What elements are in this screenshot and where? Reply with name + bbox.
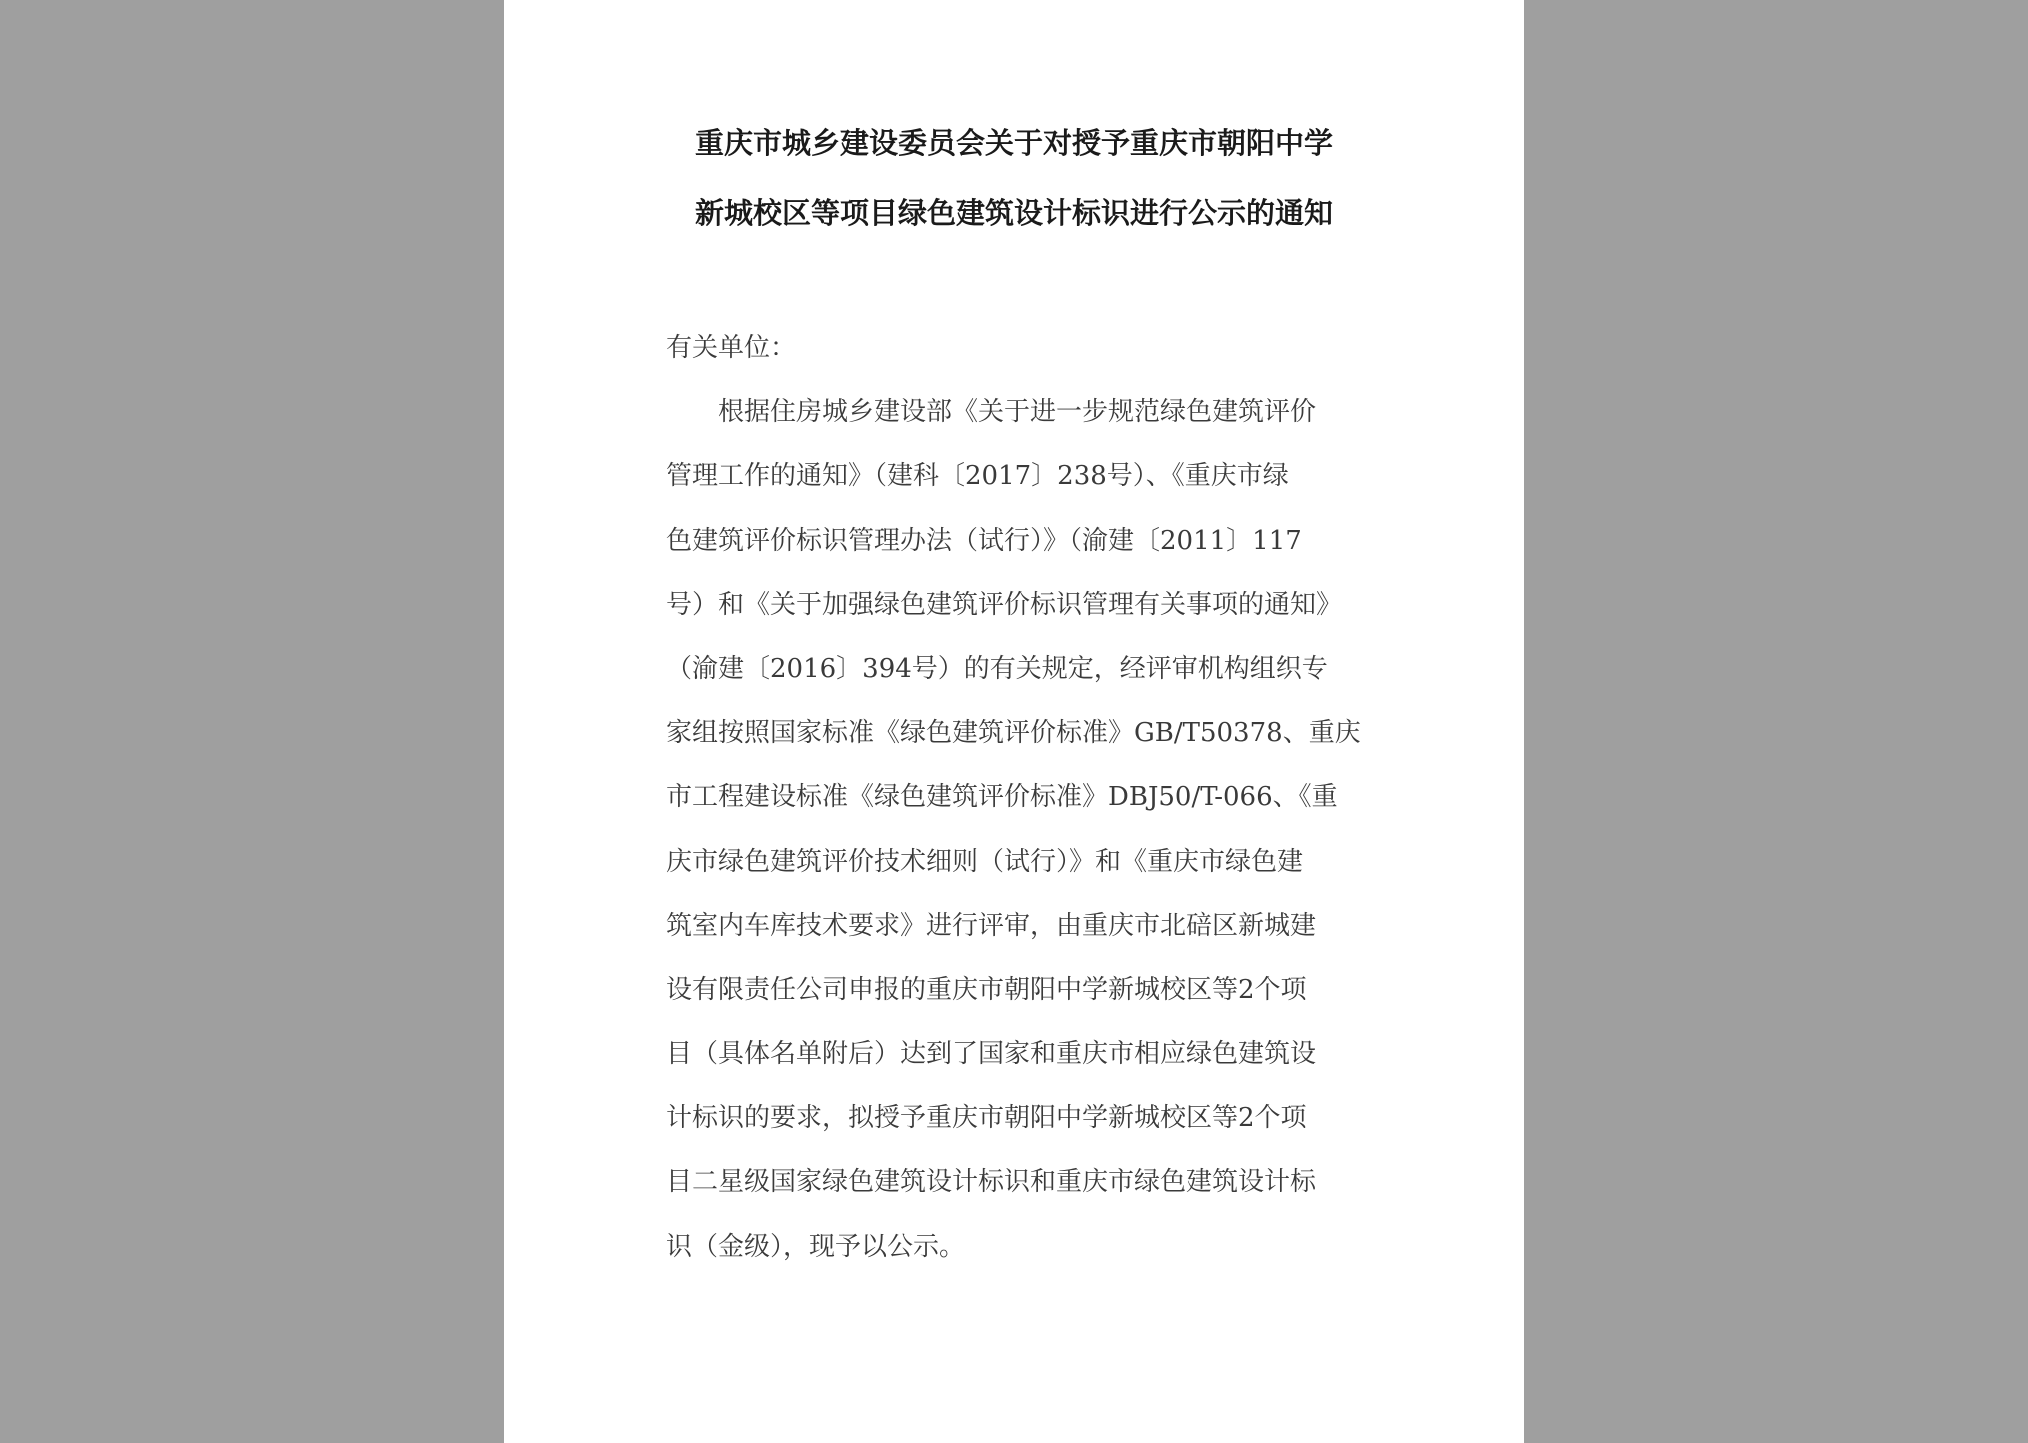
body-line: 管理工作的通知》（建科〔2017〕238号）、《重庆市绿 bbox=[666, 461, 1289, 492]
body-line: 根据住房城乡建设部《关于进一步规范绿色建筑评价 bbox=[666, 397, 1317, 428]
body-line: 筑室内车库技术要求》进行评审，由重庆市北碚区新城建 bbox=[666, 910, 1317, 941]
document-body bbox=[666, 316, 1406, 1279]
document-page bbox=[504, 0, 1524, 1443]
body-line: 目（具体名单附后）达到了国家和重庆市相应绿色建筑设 bbox=[666, 1039, 1317, 1070]
body-line: 号）和《关于加强绿色建筑评价标识管理有关事项的通知》 bbox=[666, 589, 1343, 620]
body-line: 设有限责任公司申报的重庆市朝阳中学新城校区等2个项 bbox=[666, 974, 1307, 1005]
salutation: 有关单位： bbox=[666, 333, 797, 363]
body-line: 庆市绿色建筑评价技术细则（试行）》和《重庆市绿色建 bbox=[666, 846, 1304, 877]
title-line-1: 重庆市城乡建设委员会关于对授予重庆市朝阳中学 bbox=[694, 126, 1333, 160]
body-line: 目二星级国家绿色建筑设计标识和重庆市绿色建筑设计标 bbox=[666, 1167, 1317, 1198]
body-line: 家组按照国家标准《绿色建筑评价标准》GB/T50378、重庆 bbox=[666, 718, 1361, 749]
document-title bbox=[504, 108, 1524, 248]
body-line: 色建筑评价标识管理办法（试行）》（渝建〔2011〕117 bbox=[666, 525, 1302, 556]
body-line: 计标识的要求，拟授予重庆市朝阳中学新城校区等2个项 bbox=[666, 1103, 1307, 1134]
body-line: 识（金级），现予以公示。 bbox=[666, 1231, 966, 1262]
body-line: 市工程建设标准《绿色建筑评价标准》DBJ50/T-066、《重 bbox=[666, 782, 1338, 813]
body-line: （渝建〔2016〕394号）的有关规定，经评审机构组织专 bbox=[666, 653, 1328, 684]
title-line-2: 新城校区等项目绿色建筑设计标识进行公示的通知 bbox=[694, 196, 1333, 230]
